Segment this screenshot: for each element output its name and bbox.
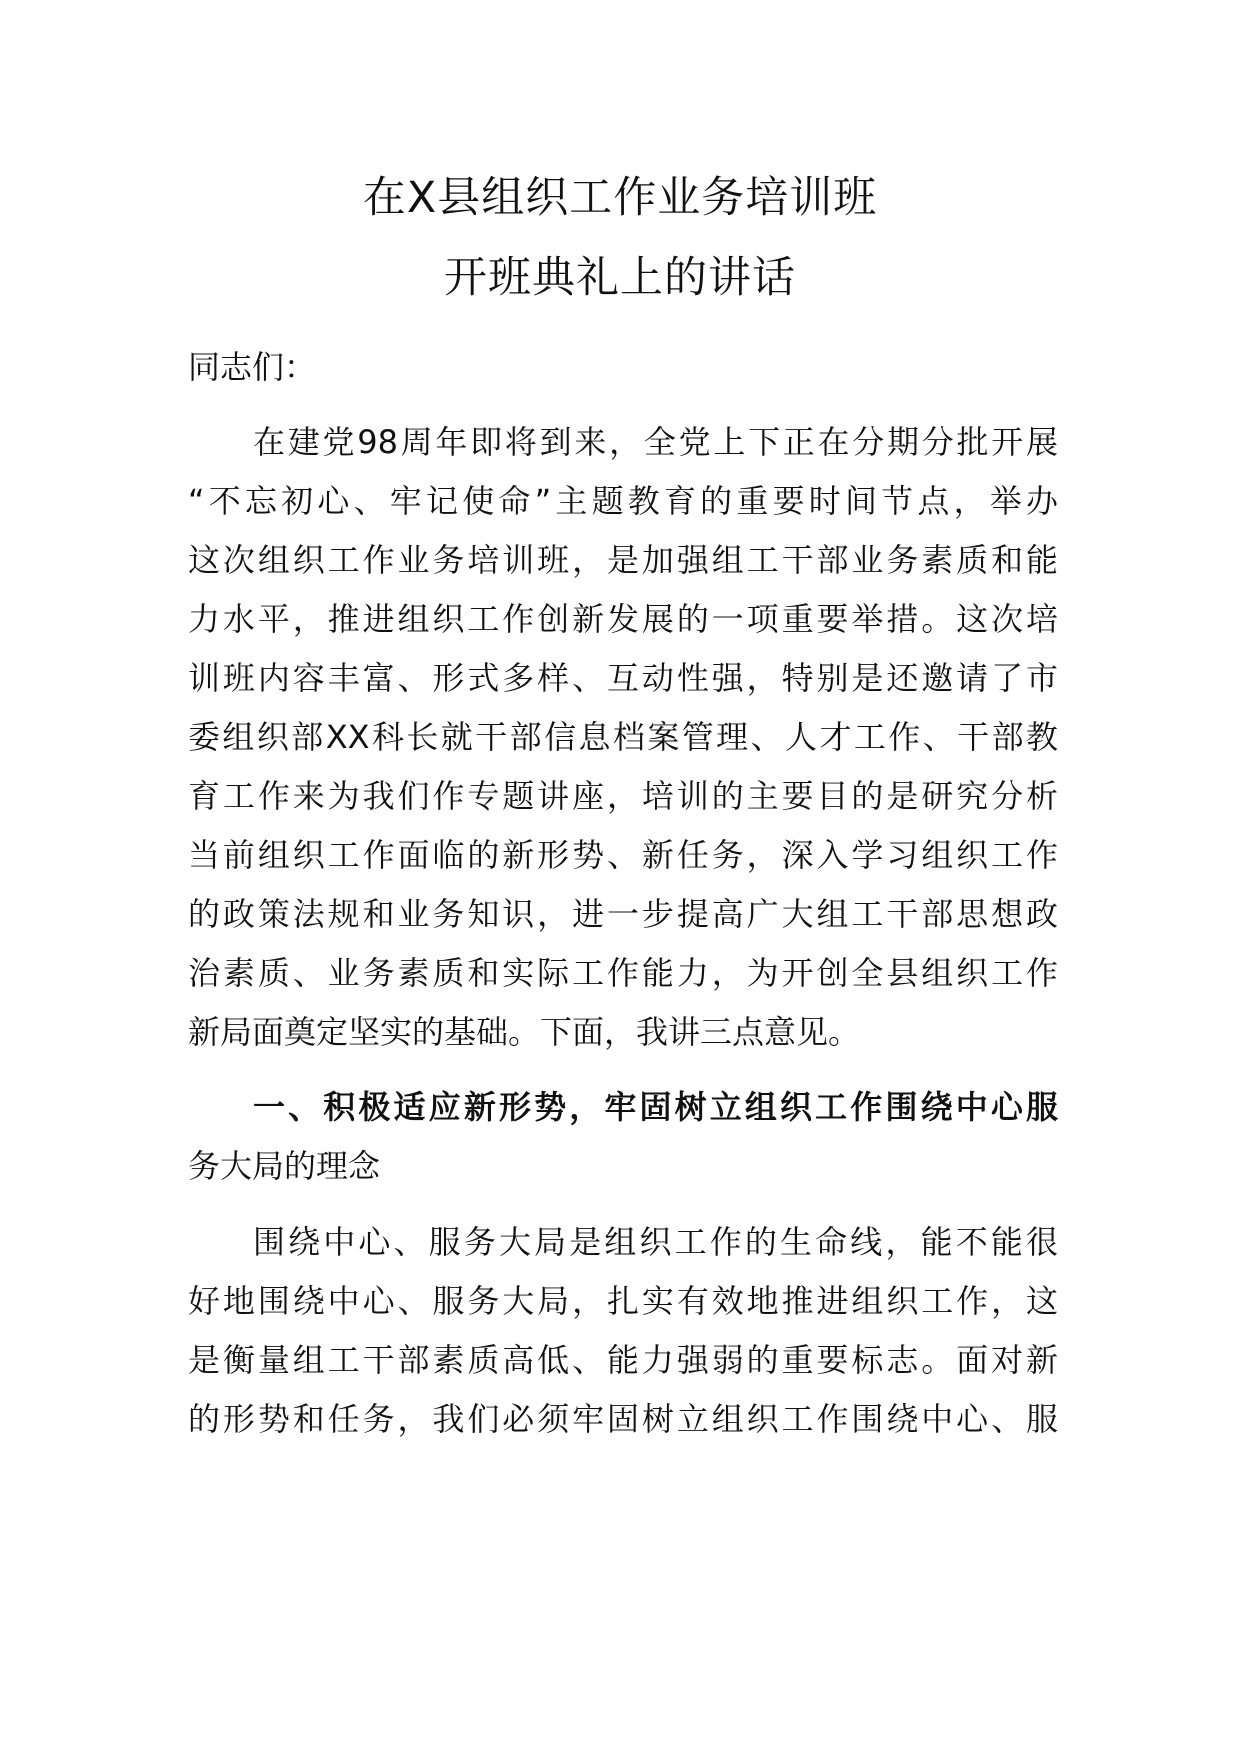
paragraph-1-line: 育工作来为我们作专题讲座，培训的主要目的是研究分析	[188, 777, 1058, 815]
document-title-line-1: 在X县组织工作业务培训班	[362, 173, 878, 223]
section-1-heading-line: 务大局的理念	[188, 1147, 381, 1185]
paragraph-1-line: 力水平，推进组织工作创新发展的一项重要举措。这次培	[188, 600, 1058, 638]
paragraph-1-line: 当前组织工作面临的新形势、新任务，深入学习组织工作	[188, 836, 1058, 874]
paragraph-2-line: 的形势和任务，我们必须牢固树立组织工作围绕中心、服	[188, 1400, 1058, 1438]
paragraph-1-line: 在建党98周年即将到来，全党上下正在分期分批开展	[253, 423, 1058, 461]
section-1-heading-line: 一、积极适应新形势，牢固树立组织工作围绕中心服	[253, 1088, 1058, 1126]
paragraph-2-line: 好地围绕中心、服务大局，扎实有效地推进组织工作，这	[188, 1282, 1058, 1320]
salutation: 同志们：	[188, 348, 317, 386]
paragraph-1-line: “不忘初心、牢记使命”主题教育的重要时间节点，举办	[188, 482, 1058, 520]
paragraph-1-line: 新局面奠定坚实的基础。下面，我讲三点意见。	[188, 1013, 861, 1051]
paragraph-2-line: 围绕中心、服务大局是组织工作的生命线，能不能很	[253, 1223, 1058, 1261]
paragraph-1-line: 这次组织工作业务培训班，是加强组工干部业务素质和能	[188, 541, 1058, 579]
paragraph-1-line: 委组织部XX科长就干部信息档案管理、人才工作、干部教	[188, 718, 1058, 756]
paragraph-1-line: 治素质、业务素质和实际工作能力，为开创全县组织工作	[188, 954, 1058, 992]
paragraph-1-line: 的政策法规和业务知识，进一步提高广大组工干部思想政	[188, 895, 1058, 933]
document-title-line-2: 开班典礼上的讲话	[444, 253, 796, 303]
paragraph-2-line: 是衡量组工干部素质高低、能力强弱的重要标志。面对新	[188, 1341, 1058, 1379]
paragraph-1-line: 训班内容丰富、形式多样、互动性强，特别是还邀请了市	[188, 659, 1058, 697]
